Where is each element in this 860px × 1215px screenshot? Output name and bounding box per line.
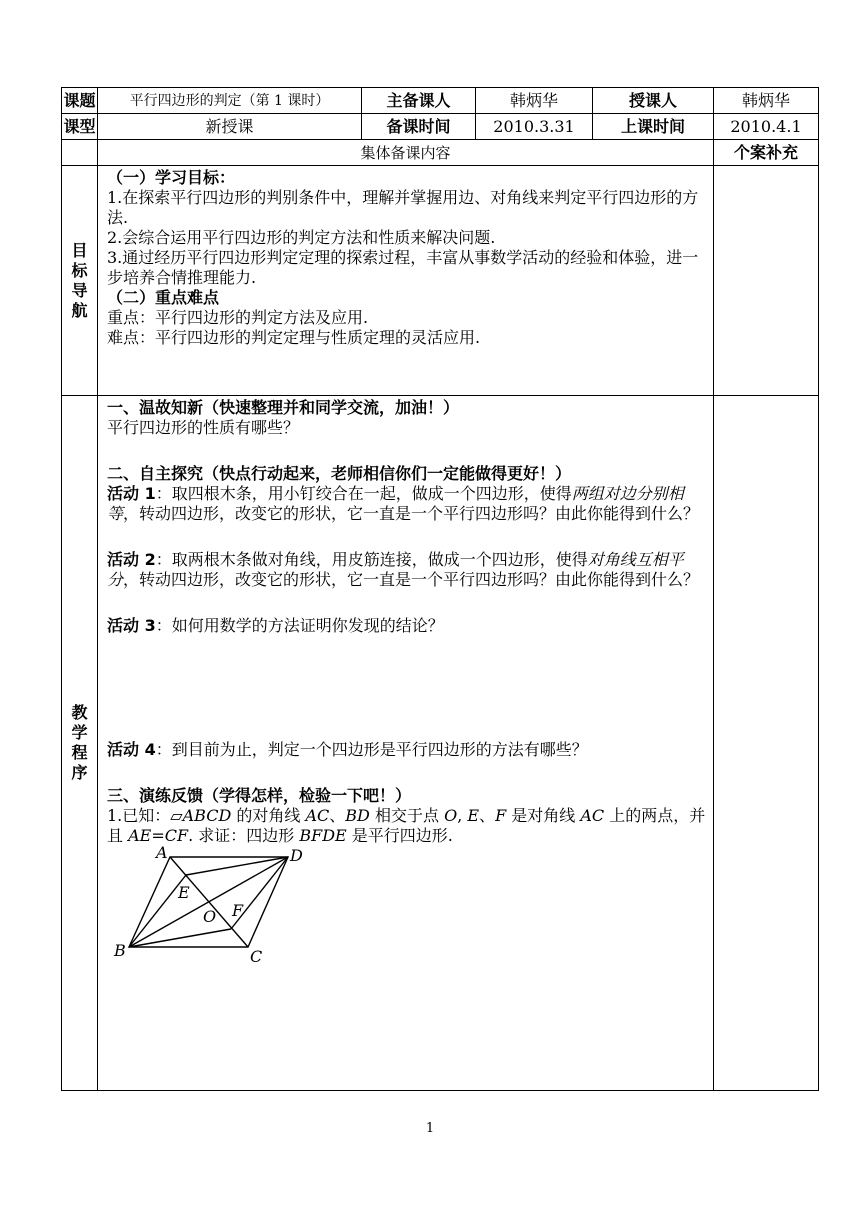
prep-time-label: 备课时间 (362, 114, 476, 140)
goals-supplement-cell (714, 166, 819, 396)
activity-4-label: 活动 4 (107, 740, 156, 759)
page-number: 1 (425, 1121, 435, 1136)
label-b: B (114, 941, 126, 960)
label-c: C (250, 947, 263, 962)
section-1-question: 平行四边形的性质有哪些？ (107, 418, 300, 437)
teacher-value: 韩炳华 (714, 88, 819, 114)
procedure-row (62, 396, 819, 1091)
goals-side-char: 目 (71, 240, 88, 260)
goals-title-2: （二）重点难点 (107, 288, 220, 307)
difficulty-point: 难点：平行四边形的判定定理与性质定理的灵活应用. (107, 328, 481, 347)
lesson-plan-table (61, 87, 819, 1091)
goal-item-3: 3.通过经历平行四边形判定定理的探索过程，丰富从事数学活动的经验和体验，进一步培养合情推理能力. (107, 248, 699, 287)
procedure-supplement-cell (714, 396, 819, 1091)
supplement-label: 个案补充 (714, 140, 819, 166)
procedure-side-char: 学 (71, 723, 88, 742)
header-row-2 (62, 114, 819, 140)
label-d: D (290, 846, 303, 865)
preparer-value: 韩炳华 (476, 88, 593, 114)
activity-4 (107, 740, 707, 760)
activity-2-label: 活动 2 (107, 550, 156, 569)
activity-2-text-end: ，转动四边形，改变它的形状，它一直是一个平行四边形吗？由此你能得到什么？ (123, 570, 700, 589)
goals-side-label (62, 166, 98, 396)
goals-side-char: 标 (71, 260, 88, 280)
key-point: 重点：平行四边形的判定方法及应用. (107, 308, 369, 327)
activity-3-text: ：如何用数学的方法证明你发现的结论？ (155, 616, 444, 635)
activity-2-emphasis: 对角线互相平分 (107, 550, 684, 589)
activity-1-emphasis: 两组对边分别相等 (107, 484, 684, 523)
goals-side-char: 航 (71, 300, 88, 320)
activity-2-text: ：取两根木条做对角线，用皮筋连接，做成一个四边形，使得 (155, 550, 588, 569)
type-label: 课型 (62, 114, 98, 140)
activity-1-text-end: ，转动四边形，改变它的形状，它一直是一个平行四边形吗？由此你能得到什么？ (123, 504, 700, 523)
section-1-title: 一、温故知新（快速整理并和同学交流，加油！） (107, 398, 460, 417)
preparer-label: 主备课人 (362, 88, 476, 114)
goals-content (98, 166, 714, 396)
activity-2 (107, 550, 707, 590)
label-e: E (178, 883, 190, 902)
topic-label: 课题 (62, 88, 98, 114)
type-value: 新授课 (98, 114, 362, 140)
goals-title-1: （一）学习目标： (107, 168, 236, 187)
procedure-side-char: 程 (71, 743, 88, 762)
prep-time-value: 2010.3.31 (476, 114, 593, 140)
empty-corner-cell (62, 140, 98, 166)
procedure-content (98, 396, 714, 1091)
procedure-side-char: 教 (71, 703, 88, 722)
goal-item-2: 2.会综合运用平行四边形的判定方法和性质来解决问题. (107, 228, 496, 247)
section-2-title: 二、自主探究（快点行动起来，老师相信你们一定能做得更好！） (107, 464, 572, 483)
activity-3 (107, 616, 707, 636)
procedure-side-char: 序 (71, 763, 88, 782)
class-time-value: 2010.4.1 (714, 114, 819, 140)
label-f: F (232, 901, 244, 920)
parallelogram-symbol: ▱ (170, 806, 183, 825)
header-row-3 (62, 140, 819, 166)
goal-item-1: 1.在探索平行四边形的判别条件中，理解并掌握用边、对角线来判定平行四边形的方法. (107, 188, 699, 227)
topic-value: 平行四边形的判定（第 1 课时） (98, 88, 362, 114)
section-3-title: 三、演练反馈（学得怎样，检验一下吧！） (107, 786, 412, 805)
activity-1-text: ：取四根木条，用小钉绞合在一起，做成一个四边形，使得 (155, 484, 572, 503)
class-time-label: 上课时间 (593, 114, 714, 140)
exercise-1: 1.已知：▱ABCD 的对角线 AC、BD 相交于点 O, E、F 是对角线 AC 上的两点，并且 AE=CF. 求证：四边形 BFDE 是平行四边形. (107, 806, 706, 845)
activity-1 (107, 484, 707, 524)
procedure-side-label (62, 396, 98, 1091)
activity-1-label: 活动 1 (107, 484, 156, 503)
goals-side-char: 导 (71, 280, 88, 300)
label-o: O (203, 907, 217, 926)
teacher-label: 授课人 (593, 88, 714, 114)
goals-row (62, 166, 819, 396)
header-row-1 (62, 88, 819, 114)
group-content-label: 集体备课内容 (98, 140, 714, 166)
activity-3-label: 活动 3 (107, 616, 156, 635)
label-a: A (156, 846, 168, 862)
activity-4-text: ：到目前为止，判定一个四边形是平行四边形的方法有哪些？ (155, 740, 588, 759)
parallelogram-figure (107, 846, 307, 962)
